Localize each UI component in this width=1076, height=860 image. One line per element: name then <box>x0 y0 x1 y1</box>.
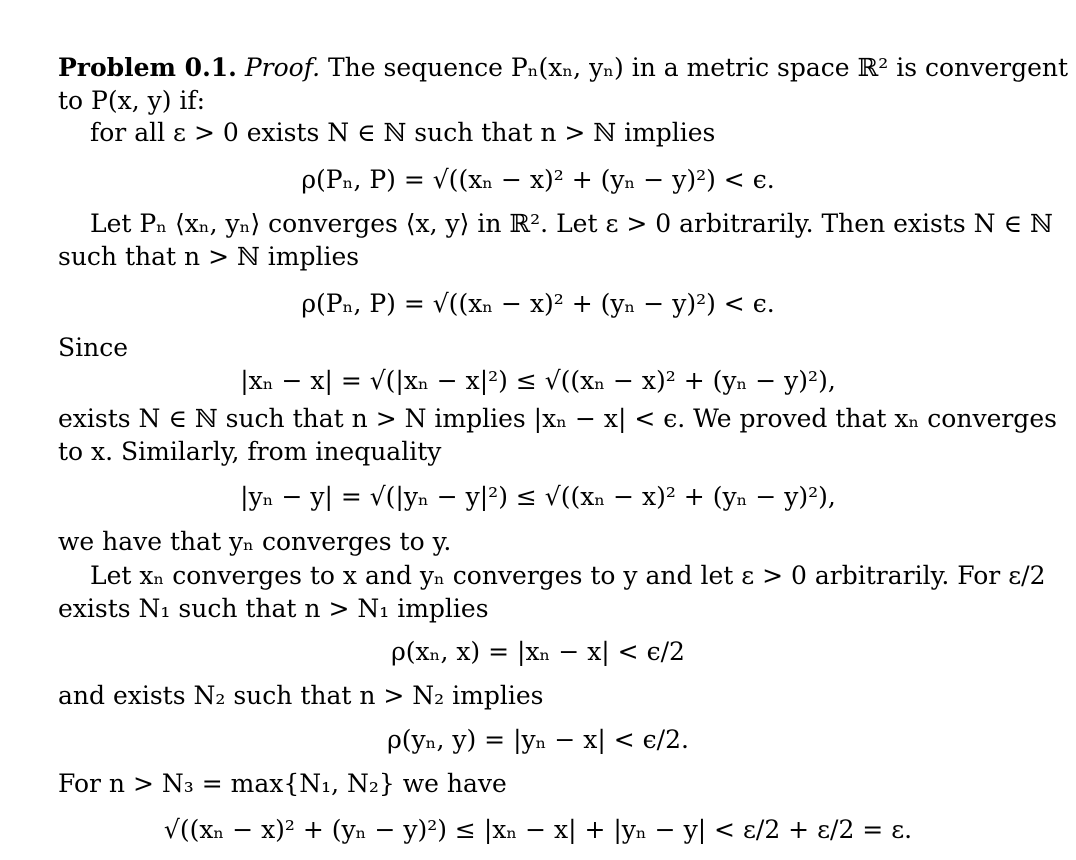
problem-heading: Problem 0.1. <box>58 53 237 82</box>
text-line-2: to P(x, y) if: <box>58 86 206 115</box>
text-line-13: For n > N₃ = max{N₁, N₂} we have <box>58 769 507 798</box>
equation-3: |xₙ − x| = √(|xₙ − x|²) ≤ √((xₙ − x)² + (yₙ − y)²), <box>240 366 836 395</box>
text-line-9: we have that yₙ converges to y. <box>58 527 452 556</box>
equation-5: ρ(xₙ, x) = |xₙ − x| < ϵ/2 <box>391 637 685 666</box>
text-line-7: exists N ∈ ℕ such that n > N implies |xₙ − x| < ϵ. We proved that xₙ converges <box>58 404 1057 433</box>
text-line-5: such that n > ℕ implies <box>58 242 360 271</box>
proof-label: Proof. <box>244 53 321 82</box>
text-line-11: exists N₁ such that n > N₁ implies <box>58 594 489 623</box>
equation-7: √((xₙ − x)² + (yₙ − y)²) ≤ |xₙ − x| + |yₙ − y| < ε/2 + ε/2 = ε. <box>163 815 913 844</box>
equation-4: |yₙ − y| = √(|yₙ − y|²) ≤ √((xₙ − x)² + (yₙ − y)²), <box>240 482 836 511</box>
text-line-4: Let Pₙ ⟨xₙ, yₙ⟩ converges ⟨x, y⟩ in ℝ². Let ε > 0 arbitrarily. Then exists N ∈ ℕ <box>90 209 1053 238</box>
equation-2: ρ(Pₙ, P) = √((xₙ − x)² + (yₙ − y)²) < ϵ. <box>301 289 775 318</box>
equation-6: ρ(yₙ, y) = |yₙ − x| < ϵ/2. <box>387 725 689 754</box>
text-line-12: and exists N₂ such that n > N₂ implies <box>58 681 544 710</box>
text-line-1 <box>58 53 1068 83</box>
text-line-6: Since <box>58 333 129 362</box>
line-1-text: The sequence Pₙ(xₙ, yₙ) in a metric space ℝ² is convergent <box>327 53 1069 82</box>
equation-1: ρ(Pₙ, P) = √((xₙ − x)² + (yₙ − y)²) < ϵ. <box>301 165 775 194</box>
text-line-3: for all ε > 0 exists N ∈ ℕ such that n > ℕ implies <box>90 118 716 147</box>
text-line-8: to x. Similarly, from inequality <box>58 437 442 466</box>
text-line-10: Let xₙ converges to x and yₙ converges to y and let ε > 0 arbitrarily. For ε/2 <box>90 561 1046 590</box>
